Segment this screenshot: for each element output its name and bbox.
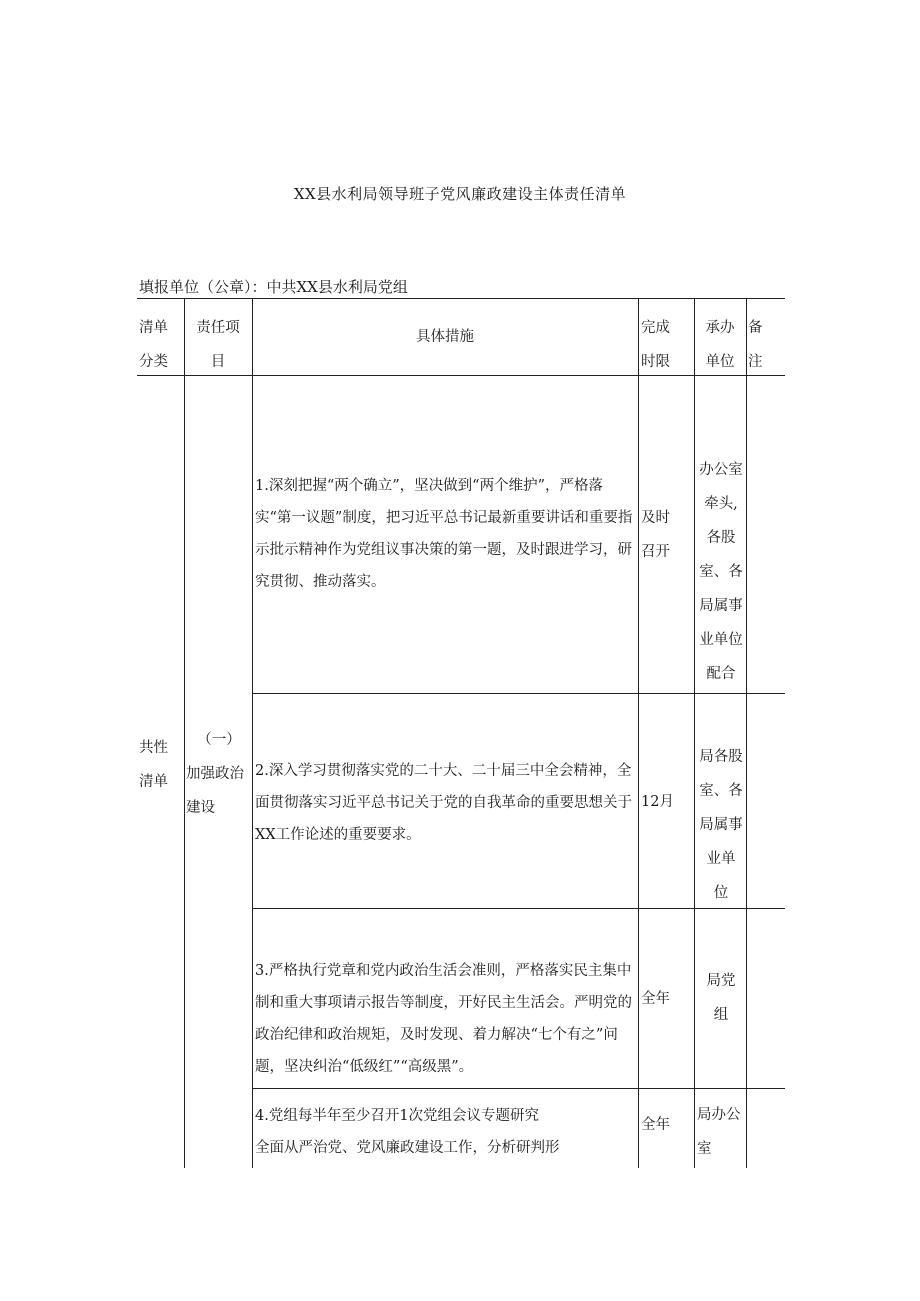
item-cell (186, 723, 252, 825)
header-category-line: 分类 (139, 354, 168, 370)
category-line: 清单 (139, 774, 168, 790)
document-title: XX县水利局领导班子党风廉政建设主体责任清单 (293, 185, 627, 203)
item-line: （一） (197, 732, 241, 748)
deadline-line: 全年 (641, 991, 670, 1007)
header-remarks-line: 注 (748, 354, 763, 370)
unit-line: 组 (713, 1007, 729, 1023)
unit-1 (695, 453, 747, 691)
table-rule-col5 (746, 298, 747, 1168)
unit-line: 办公室 (699, 462, 743, 478)
table-rule-row3-bottom (252, 1088, 785, 1089)
unit-line: 位 (713, 885, 729, 901)
unit-line: 局属事 (699, 598, 743, 614)
deadline-1 (641, 501, 693, 569)
unit-line: 配合 (706, 666, 736, 682)
unit-line: 室、各 (699, 783, 743, 799)
header-category (139, 311, 183, 379)
measure-4-line: 4.党组每半年至少召开1次党组会议专题研究 (255, 1108, 540, 1124)
header-category-line: 清单 (139, 320, 168, 336)
table-rule-col2 (252, 298, 253, 1168)
unit-line: 室、各 (699, 564, 743, 580)
measure-4 (255, 1100, 637, 1164)
header-deadline-line: 完成 (641, 320, 670, 336)
unit-line: 业单 (706, 851, 736, 867)
deadline-line: 全年 (641, 1117, 670, 1133)
deadline-4 (641, 1108, 693, 1142)
measure-1: 1.深刻把握“两个确立”，坚决做到“两个维护”，严格落实“第一议题”制度，把习近平总书记最新重要讲话和重要指示批示精神作为党组议事决策的第一题，及时跟进学习，研究贯彻、推动落实。 (255, 478, 633, 590)
unit-line: 牵头, (704, 496, 738, 512)
header-unit-line: 单位 (705, 354, 735, 370)
header-item-line: 责任项 (196, 320, 240, 336)
unit-line: 各股 (706, 530, 736, 546)
deadline-2 (641, 785, 693, 819)
header-deadline-line: 时限 (641, 354, 670, 370)
measure-3: 3.严格执行党章和党内政治生活会准则，严格落实民主集中制和重大事项请示报告等制度，开好民主生活会。严明党的政治纪律和政治规矩，及时发现、着力解决“七个有之”问题，坚决纠治“低级红”“高级黑”。 (255, 963, 632, 1075)
item-line: 加强政治 (186, 766, 244, 782)
table-rule-col1 (184, 298, 185, 1168)
fill-unit-label: 填报单位（公章）：中共XX县水利局党组 (139, 278, 408, 296)
unit-line: 局属事 (699, 817, 743, 833)
category-cell (139, 731, 183, 799)
deadline-3 (641, 982, 693, 1016)
header-unit-line: 承办 (705, 320, 735, 336)
table-rule-top (137, 298, 785, 299)
unit-3 (695, 964, 747, 1032)
unit-line: 室 (697, 1141, 712, 1157)
item-line: 建设 (186, 800, 215, 816)
deadline-line: 12月 (641, 794, 674, 810)
unit-line: 局党 (706, 973, 736, 989)
deadline-line: 召开 (641, 544, 670, 560)
unit-line: 业单位 (699, 632, 743, 648)
header-remarks-line: 备 (748, 320, 763, 336)
measure-2: 2.深入学习贯彻落实党的二十大、二十届三中全会精神，全面贯彻落实习近平总书记关于党的自我革命的重要思想关于XX工作论述的重要要求。 (255, 763, 632, 843)
unit-line: 局办公 (697, 1107, 741, 1123)
measure-4-line: 全面从严治党、党风廉政建设工作，分析研判形 (255, 1140, 560, 1156)
category-line: 共性 (139, 740, 168, 756)
header-measures: 具体措施 (416, 329, 474, 345)
table-rule-row1-bottom (252, 693, 785, 694)
table-rule-col4 (694, 298, 695, 1168)
unit-4 (697, 1098, 747, 1166)
unit-line: 局各股 (699, 749, 743, 765)
unit-2 (695, 740, 747, 910)
header-deadline (641, 311, 693, 379)
header-item (186, 311, 250, 379)
header-remarks (748, 311, 778, 379)
table-rule-col3 (638, 298, 639, 1168)
header-item-line: 目 (210, 354, 226, 370)
header-unit (696, 311, 744, 379)
deadline-line: 及时 (641, 510, 670, 526)
